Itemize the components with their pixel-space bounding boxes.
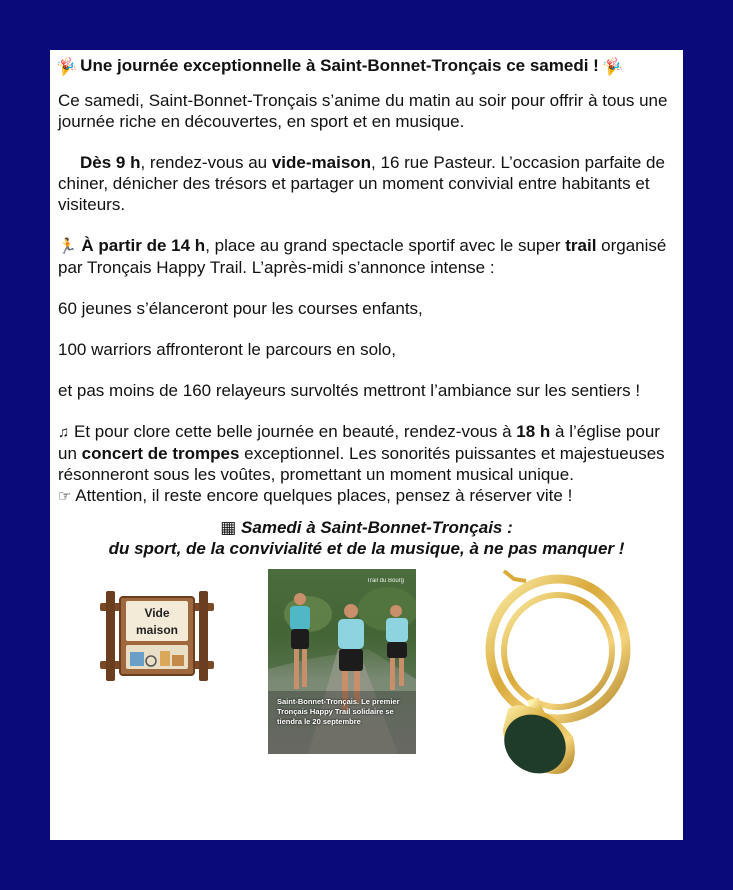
closing-line-2: du sport, de la convivialité et de la musique, à ne pas manquer ! [108,539,625,558]
image-strip [58,569,675,779]
vide-maison-sign-image [98,589,216,683]
concert-event: concert de trompes [81,444,240,463]
trail-item-solo: 100 warriors affronteront le parcours en solo, [58,340,396,359]
closing-slogan [58,517,675,559]
music-notes-icon: ♫ [58,424,70,441]
pointing-hand-icon: ☞ [58,488,72,505]
sign-line-1: Vide [144,606,170,620]
trail-event: trail [565,236,597,255]
photo-caption: Saint-Bonnet-Tronçais. Le premier Tronçais Happy Trail solidaire se tiendra le 20 septembre [277,697,400,726]
announcement-panel [50,50,683,840]
trail-item-relay: et pas moins de 160 relayeurs survoltés mettront l’ambiance sur les sentiers ! [58,381,641,400]
trail-time: À partir de 14 h [81,236,206,255]
trail-item-kids: 60 jeunes s’élanceront pour les courses enfants, [58,299,423,318]
calendar-icon: ▦ [220,518,237,537]
photo-watermark: Trail du Bourg [366,578,404,584]
announcement-title [55,55,675,77]
runner-icon: 🏃 [58,238,77,255]
booking-note: ☞ Attention, il reste encore quelques places, pensez à réserver vite ! [58,486,573,505]
sign-line-2: maison [135,623,179,637]
party-popper-icon: 🎉 [55,55,78,77]
intro-paragraph: Ce samedi, Saint-Bonnet-Tronçais s’anime du matin au soir pour offrir à tous une journée riche en découvertes, en sport et en musique. [58,91,668,131]
runner-1 [290,593,310,689]
vide-maison-event: vide-maison [271,153,372,172]
title-text: Une journée exceptionnelle à Saint-Bonnet-Tronçais ce samedi ! [80,56,599,75]
concert-paragraph: ♫ Et pour clore cette belle journée en beauté, rendez-vous à 18 h à l’église pour un concert de trompes exceptionnel. Les sonorités puissantes et majestueuses résonneront sous les voûtes, promettant un moment musical unique. [58,422,665,484]
concert-time: 18 h [516,422,551,441]
vide-maison-paragraph: Dès 9 h, rendez-vous au vide-maison, 16 rue Pasteur. L’occasion parfaite de chiner, dénicher des trésors et partager un moment convivial entre habitants et visiteurs. [58,153,665,214]
trail-paragraph: 🏃 À partir de 14 h, place au grand spectacle sportif avec le super trail organisé par Tronçais Happy Trail. L’après-midi s’annonce intense : [58,236,667,277]
closing-line-1: Samedi à Saint-Bonnet-Tronçais : [241,518,513,537]
trail-runners-photo [268,569,416,754]
vide-maison-time: Dès 9 h [80,153,141,172]
party-popper-icon: 🎉 [600,55,624,77]
hunting-horn-image [478,569,648,779]
